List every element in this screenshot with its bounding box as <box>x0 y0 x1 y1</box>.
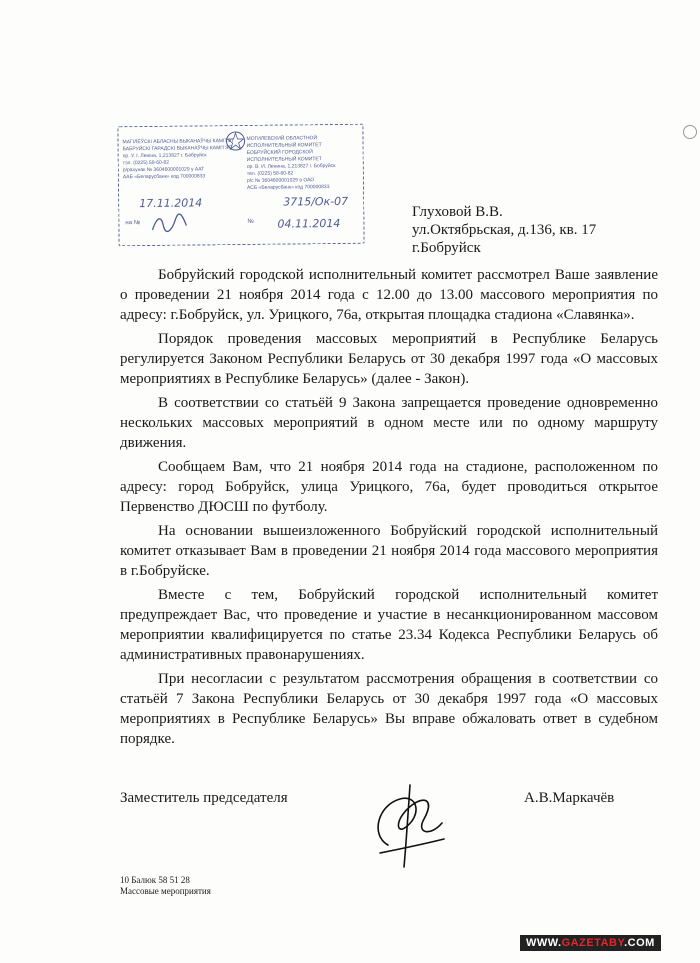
handwritten-signature <box>360 775 460 871</box>
watermark-brand: GAZETABY <box>561 937 625 949</box>
stamp-right-line: р/с № 3604600001029 в ОАО <box>246 177 315 184</box>
paragraph: Порядок проведения массовых мероприятий в Республике Беларусь регулируется Законом Республики Беларусь от 30 декабря 1997 года «О массовых мероприятиях в Республике Беларусь» (далее - Закон). <box>120 331 658 387</box>
paragraph: Вместе с тем, Бобруйский городской исполнительный комитет предупреждает Вас, что проведение и участие в несанкционированном массовом мероприятии квалифицируется по статье 23.34 Кодекса Республики Беларусь об административных правонарушениях. <box>120 587 658 663</box>
executor-topic: Массовые мероприятия <box>120 886 211 896</box>
stamp-left-line: БАБРУЙСКІ ГАРАДСКІ ВЫКАНАЎЧЫ КАМІТЭТ <box>122 145 232 153</box>
stamp-number-label: № <box>247 218 254 225</box>
paragraph: Бобруйский городской исполнительный комитет рассмотрел Ваше заявление о проведении 21 ноября 2014 года с 12.00 до 13.00 массового мероприятия по адресу: г.Бобруйск, ул. Урицкого, 76а, открытая площадка стадиона «Славянка». <box>120 267 658 323</box>
stamp-left-line: р/рахунак № 3604600001029 у ААТ <box>122 166 205 174</box>
paragraph: На основании вышеизложенного Бобруйский городской исполнительный комитет отказывает Вам в проведении 21 ноября 2014 года массового мероприятия в г.Бобруйске. <box>120 523 658 579</box>
stamp-handwritten-mark <box>149 212 189 234</box>
stamp-outgoing-number: 3715/Ок-07 <box>283 194 349 209</box>
stamp-left-line: ААБ «Беларусбанк» код 700000833 <box>122 173 206 181</box>
stamp-right-line: БОБРУЙСКИЙ ГОРОДСКОЙ ИСПОЛНИТЕЛЬНЫЙ КОМИТЕТ <box>246 149 322 163</box>
signer-name: А.В.Маркачёв <box>524 790 615 806</box>
addressee-block <box>412 203 596 257</box>
signer-title: Заместитель председателя <box>120 790 288 806</box>
paragraph: При несогласии с результатом рассмотрения обращения в соответствии со статьёй 7 Закона Республики Беларусь от 30 декабря 1997 года «О массовых мероприятиях в Республике Беларусь» Вы вправе обжаловать ответ в судебном порядке. <box>120 671 658 747</box>
stamp-right-text <box>246 135 359 192</box>
addressee-street: ул.Октябрьская, д.136, кв. 17 <box>412 222 597 238</box>
stamp-right-line: МОГИЛЕВСКИЙ ОБЛАСТНОЙ ИСПОЛНИТЕЛЬНЫЙ КОМИТЕТ <box>246 135 322 149</box>
stamp-left-line: МАГІЛЁЎСКІ АБЛАСНЫ ВЫКАНАЎЧЫ КАМІТЭТ <box>122 138 235 146</box>
executor-reference <box>120 875 211 897</box>
watermark-prefix: WWW. <box>526 937 562 949</box>
paragraph: В соответствии со статьёй 9 Закона запрещается проведение одновременно нескольких массовых мероприятий в одном месте или по одному маршруту движения. <box>120 395 658 451</box>
stamp-left-line: тэл. (0225) 58-60-62 <box>122 159 170 167</box>
letter-body <box>120 265 658 753</box>
watermark-suffix: .COM <box>624 937 655 949</box>
stamp-right-line: пр. В. И. Ленина, 1,213827 г. Бобруйск <box>246 163 336 170</box>
stamp-left-line: пр. У. І. Леніна, 1,213827 г. Бабруйск <box>122 152 207 160</box>
stamp-right-line: тел. (0225) 58-60-62 <box>246 170 294 177</box>
site-watermark <box>520 935 661 951</box>
executor-line: 10 Балюк 58 51 28 <box>120 875 190 885</box>
addressee-city: г.Бобруйск <box>412 240 481 256</box>
stamp-outgoing-date: 04.11.2014 <box>277 216 341 231</box>
registration-stamp <box>117 124 364 247</box>
stamp-incoming-date: 17.11.2014 <box>139 196 203 211</box>
punch-hole-mark <box>683 125 697 139</box>
stamp-right-line: АСБ «Беларусбанк» код 700000833 <box>246 184 330 191</box>
paragraph: Сообщаем Вам, что 21 ноября 2014 года на стадионе, расположенном по адресу: город Бобруйск, улица Урицкого, 76а, будет проводиться открытое Первенство ДЮСШ по футболу. <box>120 459 658 515</box>
stamp-ref-label: на № <box>125 220 141 227</box>
addressee-name: Глуховой В.В. <box>412 204 503 220</box>
stamp-left-text <box>123 138 235 181</box>
